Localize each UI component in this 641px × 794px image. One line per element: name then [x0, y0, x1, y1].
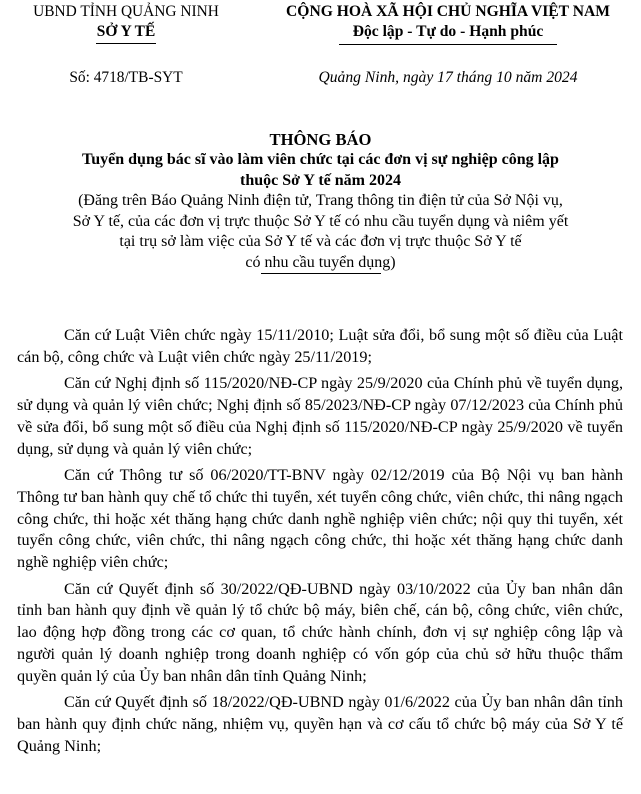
legal-basis-paragraph: Căn cứ Quyết định số 30/2022/QĐ-UBND ngày 03/10/2022 của Ủy ban nhân dân tỉnh ban hành quy định về quản lý tổ chức bộ máy, biên chế, cán bộ, công chức, viên chức, lao động hợp đồng trong các cơ quan, tổ chức hành chính, đơn vị sự nghiệp công lập và người quản lý doanh nghiệp trong doanh nghiệp có vốn góp của chủ sở hữu thuộc thẩm quyền quản lý của Ủy ban nhân dân tỉnh Quảng Ninh; — [17, 579, 623, 685]
publication-note-line-3: tại trụ sở làm việc của Sở Y tế và các đơn vị trực thuộc Sở Y tế — [119, 233, 522, 250]
legal-basis-paragraph: Căn cứ Luật Viên chức ngày 15/11/2010; Luật sửa đổi, bổ sung một số điều của Luật cán bộ, công chức và Luật viên chức ngày 25/11/2019; — [17, 326, 623, 366]
national-header — [258, 2, 638, 45]
legal-basis-paragraph: Căn cứ Nghị định số 115/2020/NĐ-CP ngày 25/9/2020 của Chính phủ về tuyển dụng, sử dụng và quản lý viên chức; Nghị định số 85/2023/NĐ-CP ngày 07/12/2023 của Chính phủ về sửa đổi, bổ sung một số điều của Nghị định số 115/2020/NĐ-CP ngày 25/9/2020 về tuyển dụng, sử dụng và quản lý viên chức; — [17, 374, 623, 458]
document-subtitle-line-2: thuộc Sở Y tế năm 2024 — [239, 171, 401, 189]
document-body — [17, 325, 623, 762]
publication-note-line-1: (Đăng trên Báo Quảng Ninh điện tử, Trang thông tin điện tử của Sở Nội vụ, — [78, 192, 563, 209]
agency-underline — [96, 43, 156, 44]
country-name: CỘNG HOÀ XÃ HỘI CHỦ NGHĨA VIỆT NAM — [286, 3, 610, 20]
agency-header — [14, 2, 238, 44]
motto-underline — [339, 44, 557, 45]
document-title: THÔNG BÁO — [269, 130, 372, 149]
place-date: Quảng Ninh, ngày 17 tháng 10 năm 2024 — [318, 69, 578, 86]
agency-parent: UBND TỈNH QUẢNG NINH — [33, 3, 219, 20]
document-number: Số: 4718/TB-SYT — [69, 69, 183, 86]
publication-note-line-2: Sở Y tế, của các đơn vị trực thuộc Sở Y tế có nhu cầu tuyển dụng và niêm yết — [72, 212, 569, 230]
legal-basis-paragraph: Căn cứ Thông tư số 06/2020/TT-BNV ngày 02/12/2019 của Bộ Nội vụ ban hành Thông tư ban hành quy chế tổ chức thi tuyển, xét tuyển công chức, viên chức, thi nâng ngạch công chức, thi hoặc xét thăng hạng chức danh nghề nghiệp viên chức; nội quy thi tuyển, xét tuyển công chức, viên chức, thi nâng ngạch công chức, thi hoặc xét thăng hạng chức danh nghề nghiệp viên chức; — [17, 465, 623, 572]
agency-name: SỞ Y TẾ — [96, 23, 156, 40]
publication-note-line-4: có nhu cầu tuyển dụng) — [245, 253, 396, 271]
title-block — [20, 130, 621, 274]
legal-basis-paragraph: Căn cứ Quyết định số 18/2022/QĐ-UBND ngày 01/6/2022 của Ủy ban nhân dân tỉnh ban hành quy định chức năng, nhiệm vụ, quyền hạn và cơ cấu tổ chức bộ máy của Sở Y tế Quảng Ninh; — [17, 693, 623, 755]
national-motto: Độc lập - Tự do - Hạnh phúc — [352, 23, 544, 40]
document-subtitle-line-1: Tuyển dụng bác sĩ vào làm viên chức tại các đơn vị sự nghiệp công lập — [82, 151, 559, 168]
title-underline — [261, 273, 381, 274]
